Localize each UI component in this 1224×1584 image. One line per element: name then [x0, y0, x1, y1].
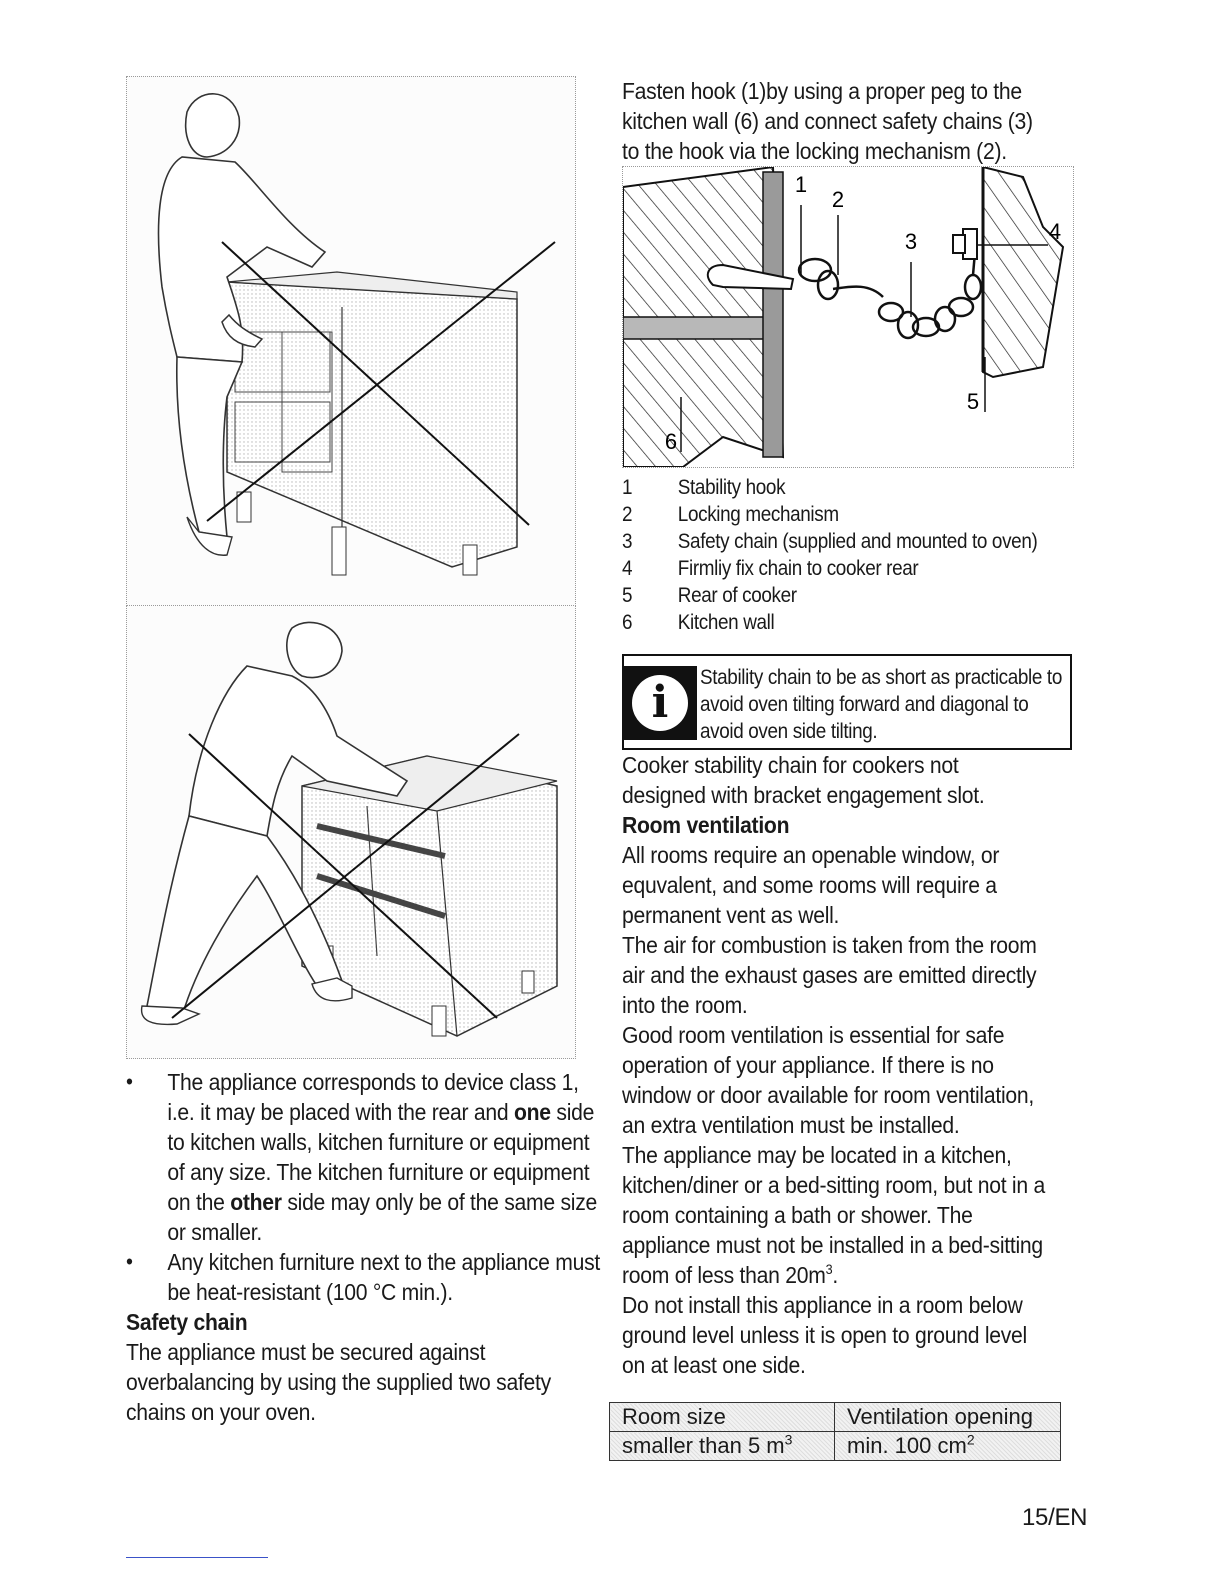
callout-6: 6 — [664, 429, 678, 454]
info-icon — [623, 666, 697, 740]
ventilation-paragraph: The air for combustion is taken from the room air and the exhaust gases are emitted directly into the room. — [622, 932, 1037, 1018]
legend-number: 4 — [622, 557, 633, 580]
legend-row — [622, 582, 1045, 609]
ventilation-paragraph: Do not install this appliance in a room below ground level unless it is open to ground level on at least one side. — [622, 1292, 1027, 1378]
superscript: 3 — [825, 1261, 833, 1278]
illustration-push-forbidden — [126, 606, 576, 1059]
legend-label: Firmliy fix chain to cooker rear — [677, 557, 919, 580]
callout-1: 1 — [794, 172, 808, 197]
info-note-text: Stability chain to be as short as practicable to avoid oven tilting forward and diagonal to avoid oven side tilting. — [700, 666, 1062, 743]
legend-row — [622, 609, 1045, 636]
illustration-pull-forbidden — [126, 76, 576, 606]
room-ventilation-heading: Room ventilation — [622, 812, 790, 838]
legend-label: Safety chain (supplied and mounted to oven) — [677, 530, 1038, 553]
pushing-cooker-drawing — [127, 606, 575, 1058]
bullet-bold-one: one — [513, 1099, 551, 1125]
safety-chain-text: The appliance must be secured against overbalancing by using the supplied two safety chains on your oven. — [126, 1339, 551, 1425]
callout-3: 3 — [904, 229, 918, 254]
superscript: 3 — [784, 1431, 793, 1448]
table-cell-opening — [835, 1432, 1061, 1461]
bullet-heat-resistant — [126, 1247, 601, 1307]
safety-chain-heading: Safety chain — [126, 1309, 248, 1335]
fasten-hook-text: Fasten hook (1)by using a proper peg to the kitchen wall (6) and connect safety chains (3) to the hook via the locking mechanism (2). — [622, 78, 1033, 164]
table-row — [610, 1432, 1061, 1461]
legend-label: Rear of cooker — [677, 584, 797, 607]
ventilation-paragraph: Good room ventilation is essential for safe operation of your appliance. If there is no window or door available for room ventilation, an extra ventilation must be installed. — [622, 1022, 1034, 1138]
legend-number: 3 — [622, 530, 633, 553]
legend-label: Locking mechanism — [677, 503, 839, 526]
ventilation-section — [622, 750, 1045, 1380]
cell-text: smaller than 5 m — [622, 1433, 785, 1458]
bullet-text: Any kitchen furniture next to the appliance must be heat-resistant (100 °C min.). — [167, 1249, 601, 1305]
legend-number: 5 — [622, 584, 633, 607]
legend-row — [622, 555, 1045, 582]
pulling-cooker-drawing — [127, 77, 575, 605]
device-class-text — [126, 1067, 601, 1427]
bullet-text: side may only be of the same size or smaller. — [167, 1189, 598, 1245]
table-header: Room size — [610, 1403, 835, 1432]
callout-5: 5 — [966, 389, 980, 414]
cell-text: min. 100 cm — [847, 1433, 967, 1458]
legend-number: 2 — [622, 503, 633, 526]
legend-row — [622, 528, 1045, 555]
ventilation-table — [609, 1402, 1061, 1461]
callout-4: 4 — [1048, 219, 1062, 244]
ventilation-paragraph: All rooms require an openable window, or equvalent, and some rooms will require a permanent vent as well. — [622, 842, 1000, 928]
ventilation-paragraph — [622, 1140, 1045, 1290]
legend-label: Kitchen wall — [677, 611, 775, 634]
footnote-rule — [126, 1557, 268, 1558]
bullet-text: The appliance corresponds to device class 1, i.e. it may be placed with the rear and — [167, 1069, 579, 1125]
legend-number: 1 — [622, 476, 633, 499]
info-icon-letter: i — [651, 677, 669, 728]
figure-legend — [622, 474, 1045, 636]
bullet-device-class — [126, 1067, 601, 1247]
left-column — [126, 76, 601, 1427]
table-cell-size — [610, 1432, 835, 1461]
cooker-chain-text: Cooker stability chain for cookers not designed with bracket engagement slot. — [622, 752, 985, 808]
bullet-bold-other: other — [230, 1189, 282, 1215]
right-column — [622, 76, 1092, 1461]
info-note-box — [622, 654, 1072, 750]
paragraph-text: The appliance may be located in a kitchen, kitchen/diner or a bed-sitting room, but not in a room containing a bath or shower. The appliance must not be installed in a bed-sitting room of less than 20m — [622, 1142, 1045, 1288]
table-header-row — [610, 1403, 1061, 1432]
page-number: 15/EN — [1022, 1504, 1088, 1531]
legend-label: Stability hook — [677, 476, 786, 499]
chain-diagram — [623, 167, 1073, 467]
device-class-bullets — [126, 1067, 601, 1307]
legend-number: 6 — [622, 611, 633, 634]
legend-row — [622, 501, 1045, 528]
callout-2: 2 — [831, 187, 845, 212]
table-header: Ventilation opening — [835, 1403, 1061, 1432]
paragraph-text: . — [832, 1262, 838, 1288]
bullet-text: side to kitchen walls, kitchen furniture or equipment of any size. The kitchen furniture or equipment on the — [167, 1099, 595, 1215]
legend-row — [622, 474, 1045, 501]
superscript: 2 — [966, 1431, 975, 1448]
safety-chain-figure — [622, 166, 1074, 468]
